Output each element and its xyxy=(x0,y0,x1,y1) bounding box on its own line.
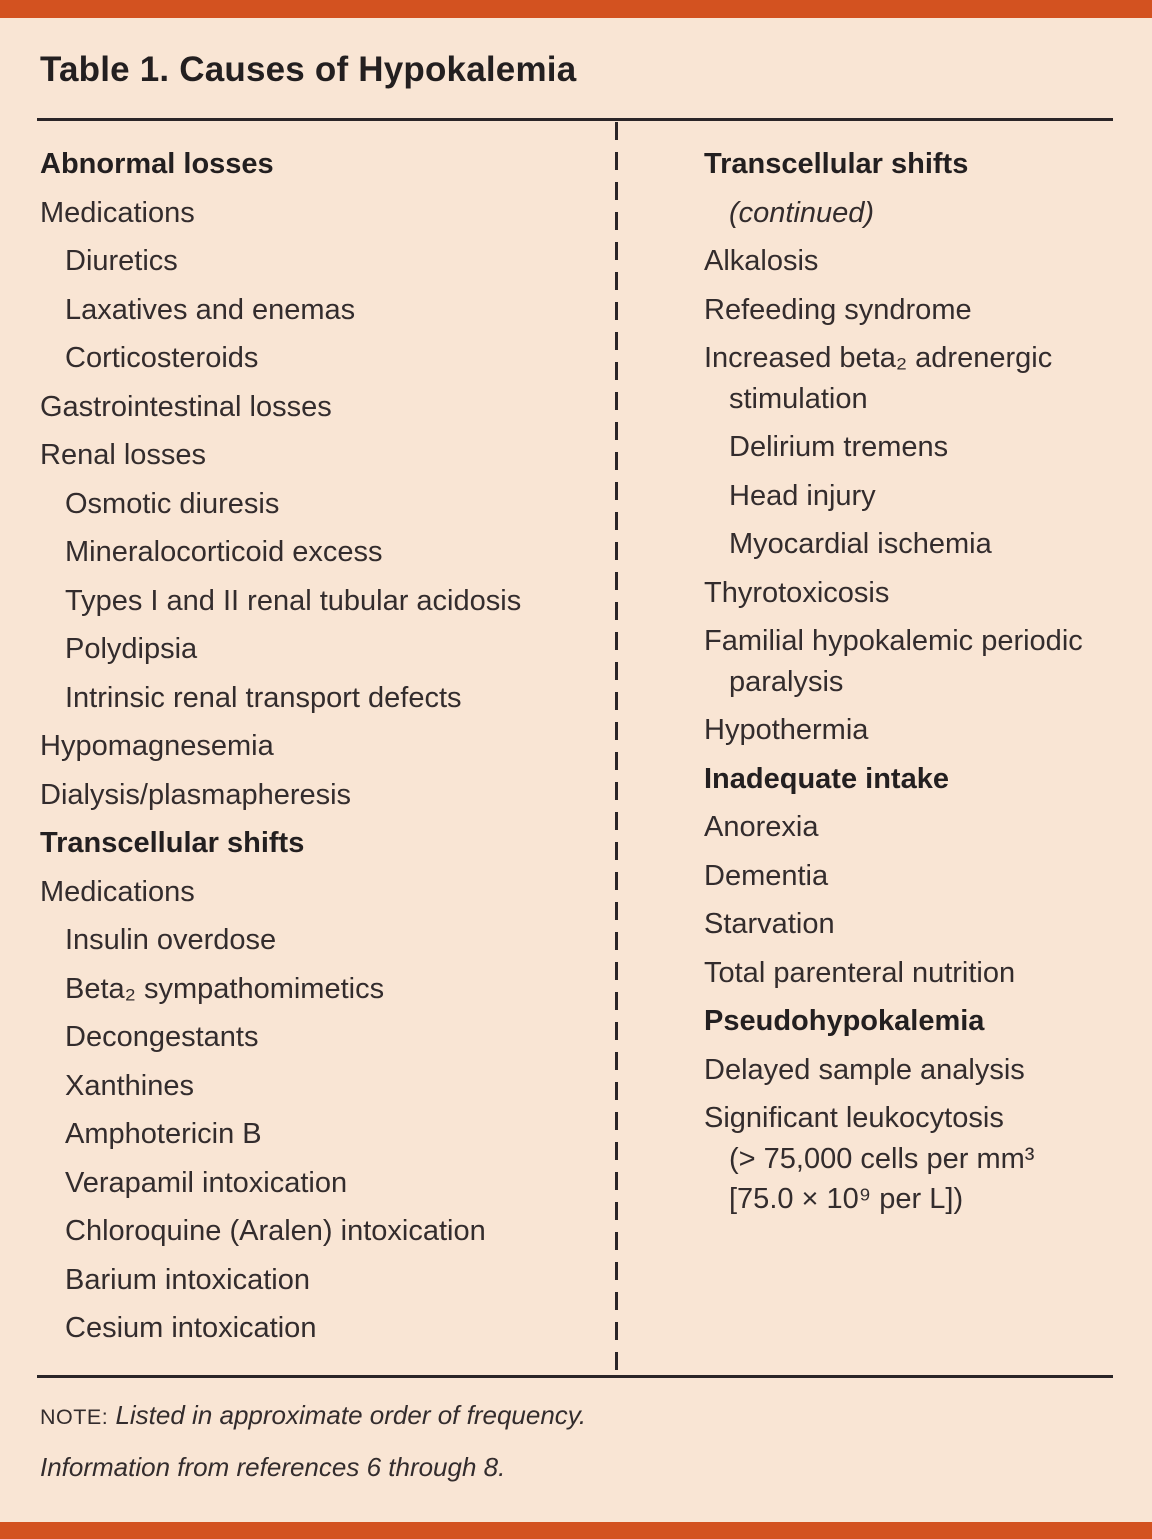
list-item: (continued) xyxy=(729,196,875,229)
list-item: Gastrointestinal losses xyxy=(40,390,332,423)
list-item: Transcellular shifts xyxy=(704,148,969,180)
right-column xyxy=(704,140,1134,1224)
list-item: Significant leukocytosis xyxy=(704,1102,1004,1134)
list-item: Thyrotoxicosis xyxy=(704,576,890,609)
list-item: Osmotic diuresis xyxy=(65,487,280,520)
list-item: Myocardial ischemia xyxy=(729,528,992,560)
list-item: Mineralocorticoid excess xyxy=(65,536,383,568)
list-item: Anorexia xyxy=(704,811,819,843)
bottom-rule xyxy=(37,1375,1113,1378)
list-item: stimulation xyxy=(729,382,868,415)
source-text: Information from references 6 through 8. xyxy=(40,1452,506,1482)
list-item: Medications xyxy=(40,196,195,229)
list-item: Barium intoxication xyxy=(65,1263,310,1296)
list-item: Delirium tremens xyxy=(729,431,949,463)
list-item: Corticosteroids xyxy=(65,342,259,374)
list-item: Alkalosis xyxy=(704,245,819,277)
list-item: Hypomagnesemia xyxy=(40,730,274,762)
note-label: NOTE: xyxy=(40,1405,109,1429)
list-item: Refeeding syndrome xyxy=(704,293,972,326)
note-text: Listed in approximate order of frequency. xyxy=(115,1400,587,1430)
list-item: Verapamil intoxication xyxy=(65,1166,348,1199)
list-item: Familial hypokalemic periodic xyxy=(704,625,1083,657)
table-title: Table 1. Causes of Hypokalemia xyxy=(40,50,577,89)
list-item: Chloroquine (Aralen) intoxication xyxy=(65,1215,486,1247)
list-item: Renal losses xyxy=(40,439,207,471)
list-item: paralysis xyxy=(729,665,844,698)
list-item: Amphotericin B xyxy=(65,1118,262,1150)
list-item: Insulin overdose xyxy=(65,924,277,956)
list-item: (> 75,000 cells per mm³ xyxy=(729,1142,1035,1175)
list-item: Beta₂ sympathomimetics xyxy=(65,972,385,1005)
source-footnote xyxy=(40,1450,505,1484)
list-item: Head injury xyxy=(729,479,876,512)
list-item: Diuretics xyxy=(65,245,178,277)
list-item: Increased beta₂ adrenergic xyxy=(704,342,1053,374)
list-item: Xanthines xyxy=(65,1069,194,1102)
list-item: Starvation xyxy=(704,908,835,940)
column-divider-dashed-line xyxy=(615,122,618,1375)
note-footnote xyxy=(40,1398,586,1434)
list-item: Inadequate intake xyxy=(704,762,949,795)
list-item: Delayed sample analysis xyxy=(704,1053,1025,1086)
list-item: Laxatives and enemas xyxy=(65,293,356,326)
list-item: Intrinsic renal transport defects xyxy=(65,681,462,714)
list-item: Total parenteral nutrition xyxy=(704,956,1016,989)
bottom-border-bar xyxy=(0,1522,1152,1539)
list-item: Hypothermia xyxy=(704,714,869,746)
list-item: Types I and II renal tubular acidosis xyxy=(65,584,522,617)
list-item: Polydipsia xyxy=(65,633,198,665)
list-item: Cesium intoxication xyxy=(65,1312,317,1344)
top-border-bar xyxy=(0,0,1152,18)
list-item: Pseudohypokalemia xyxy=(704,1005,985,1037)
list-item: Dialysis/plasmapheresis xyxy=(40,778,352,811)
top-rule xyxy=(37,118,1113,121)
list-item: Medications xyxy=(40,875,195,908)
left-column xyxy=(40,140,605,1353)
list-item: Decongestants xyxy=(65,1021,259,1053)
list-item: Dementia xyxy=(704,859,829,892)
list-item: Abnormal losses xyxy=(40,148,274,180)
list-item: Transcellular shifts xyxy=(40,827,305,859)
list-item: [75.0 × 10⁹ per L]) xyxy=(729,1183,964,1215)
